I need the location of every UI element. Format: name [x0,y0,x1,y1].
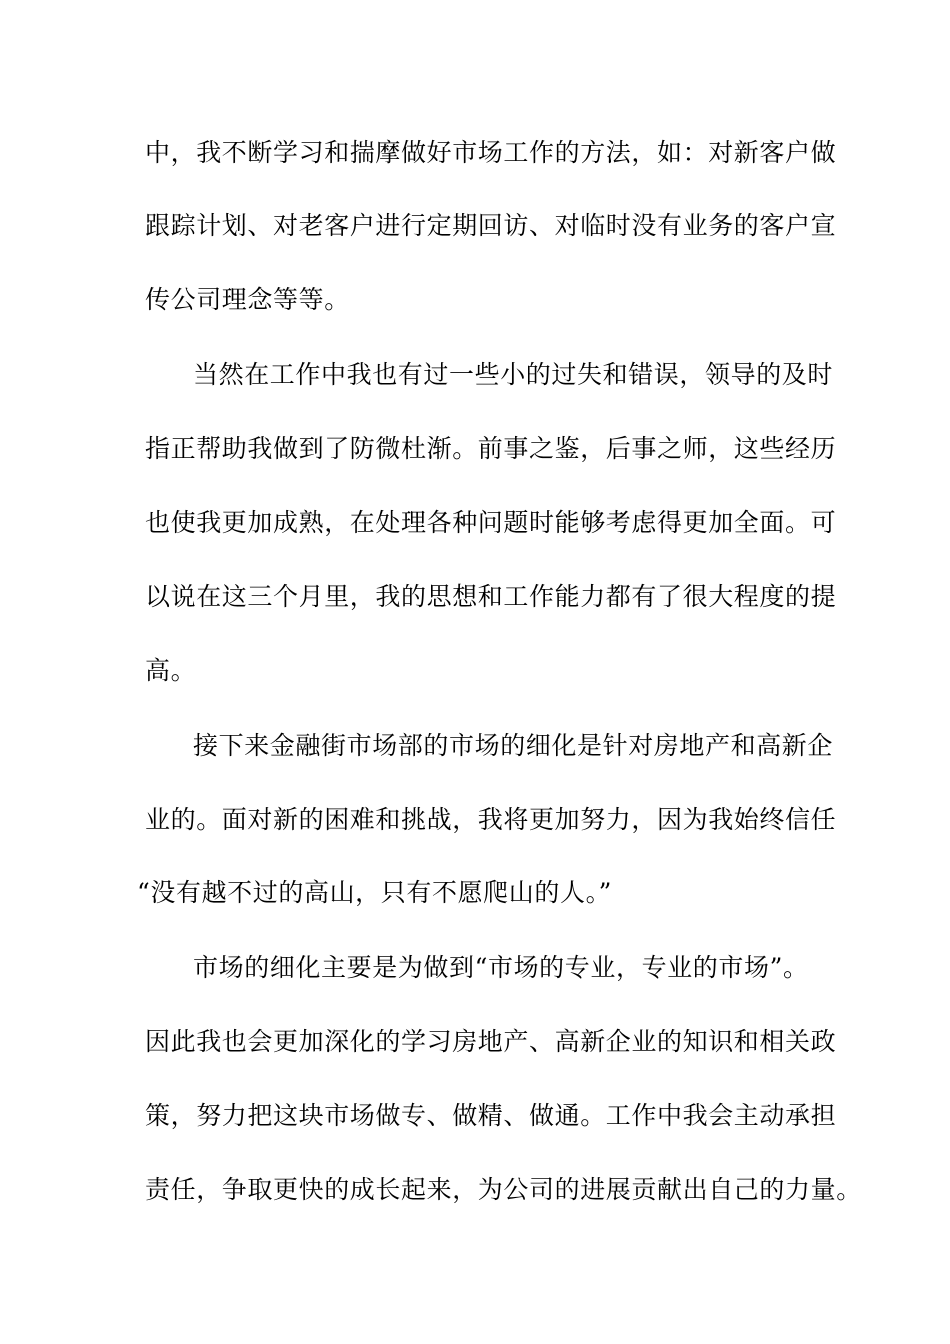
text-line: “没有越不过的高山，只有不愿爬山的人。” [137,878,613,907]
text-line: 业的。面对新的困难和挑战，我将更加努力，因为我始终信任 [145,805,837,834]
text-line: 高。 [145,656,197,685]
text-line: 市场的细化主要是为做到“市场的专业，专业的市场”。 [193,953,809,982]
text-line: 以说在这三个月里，我的思想和工作能力都有了很大程度的提 [145,582,837,611]
text-line: 中，我不断学习和揣摩做好市场工作的方法，如：对新客户做 [145,138,837,167]
text-line: 当然在工作中我也有过一些小的过失和错误，领导的及时 [193,360,834,389]
text-line: 传公司理念等等。 [145,285,350,314]
text-line: 责任，争取更快的成长起来，为公司的进展贡献出自己的力量。 [145,1175,862,1204]
text-line: 也使我更加成熟，在处理各种问题时能够考虑得更加全面。可 [145,508,837,537]
text-line: 策，努力把这块市场做专、做精、做通。工作中我会主动承担 [145,1101,837,1130]
text-line: 因此我也会更加深化的学习房地产、高新企业的知识和相关政 [145,1027,837,1056]
text-line: 跟踪计划、对老客户进行定期回访、对临时没有业务的客户宣 [145,211,837,240]
text-line: 接下来金融街市场部的市场的细化是针对房地产和高新企 [193,731,834,760]
text-line: 指正帮助我做到了防微杜渐。前事之鉴，后事之师，这些经历 [145,434,837,463]
